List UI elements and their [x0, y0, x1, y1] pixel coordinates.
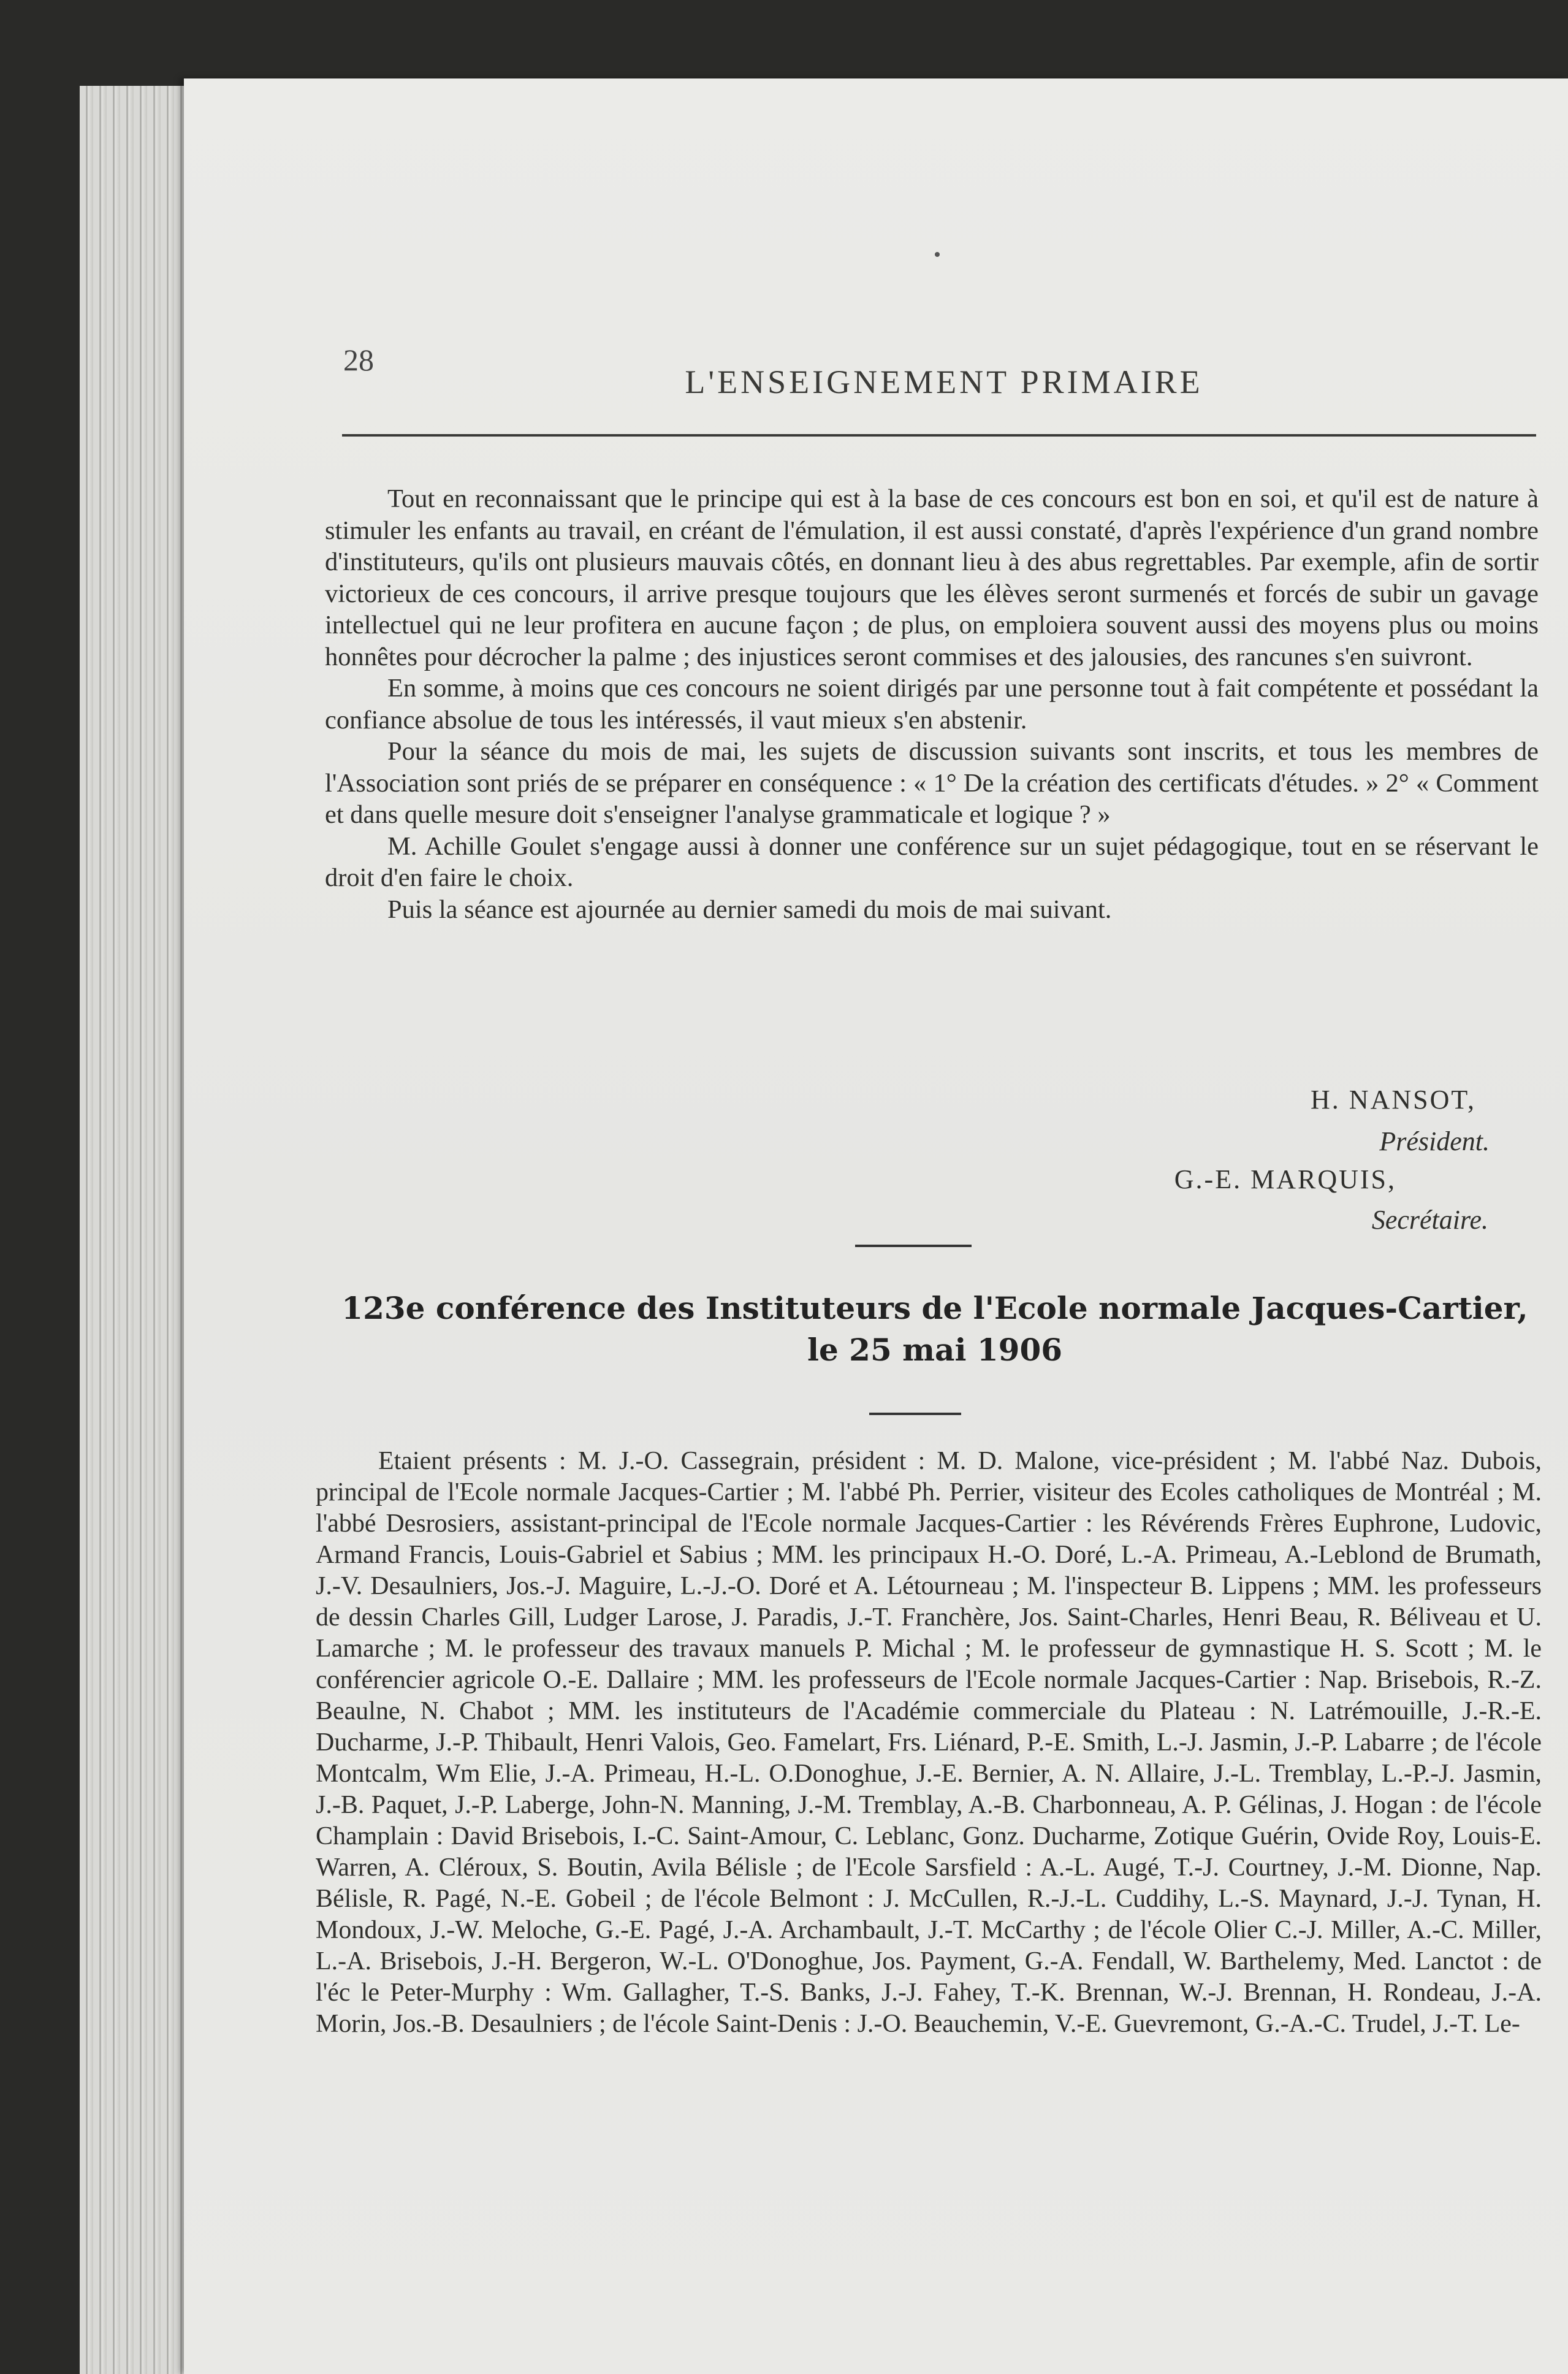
- header-rule: [342, 434, 1536, 437]
- minutes-text: [325, 483, 1539, 925]
- secretary-name: G.-E. MARQUIS,: [1174, 1164, 1396, 1194]
- paragraph: Puis la séance est ajournée au dernier samedi du mois de mai suivant.: [387, 895, 1112, 924]
- heading-divider: [869, 1413, 961, 1415]
- paragraph: M. Achille Goulet s'engage aussi à donner une conférence sur un sujet pédagogique, tout en se réservant le droit d'en faire le choix.: [325, 831, 1539, 892]
- paragraph: En somme, à moins que ces concours ne soient dirigés par une personne tout à fait compétente et possédant la confiance absolue de tous les intéressés, il vaut mieux s'en abstenir.: [325, 674, 1539, 735]
- page-number: 28: [343, 343, 374, 377]
- ink-speck: [935, 252, 940, 257]
- section-divider: [855, 1245, 972, 1247]
- president-name: H. NANSOT,: [1311, 1085, 1476, 1115]
- conference-heading: [325, 1288, 1545, 1371]
- president-title: Président.: [1379, 1126, 1490, 1156]
- book-page: [184, 78, 1568, 2374]
- book-page-edges: [80, 86, 196, 2374]
- paragraph: Tout en reconnaissant que le principe qui est à la base de ces concours est bon en soi, et qu'il est de nature à stimuler les enfants au travail, en créant de l'émulation, il est aussi constaté, d'après l'expérience d'un grand nombre d'instituteurs, qu'ils ont plusieurs mauvais côtés, en donnant lieu à des abus regrettables. Par exemple, afin de sortir victorieux de ces concours, il arrive presque toujours que les élèves seront surmenés et forcés de subir un gavage intellectuel qui ne leur profitera en aucune façon ; de plus, on emploiera souvent aussi des moyens plus ou moins honnêtes pour décrocher la palme ; des injustices seront commises et des jalousies, des rancunes s'en suivront.: [325, 484, 1539, 671]
- attendance-text: [316, 1446, 1542, 2040]
- page-header: [343, 342, 1545, 410]
- attendance-paragraph: Etaient présents : M. J.-O. Cassegrain, président : M. D. Malone, vice-président ; M. l'abbé Naz. Dubois, principal de l'Ecole normale Jacques-Cartier ; M. l'abbé Ph. Perrier, visiteur des Ecoles catholiques de Montréal ; M. l'abbé Desrosiers, assistant-principal de l'Ecole normale Jacques-Cartier : les Révérends Frères Euphrone, Ludovic, Armand Francis, Louis-Gabriel et Sabius ; MM. les principaux H.-O. Doré, L.-A. Primeau, A.-Leblond de Brumath, J.-V. Desaulniers, Jos.-J. Maguire, L.-J.-O. Doré et A. Létourneau ; M. l'inspecteur B. Lippens ; MM. les professeurs de dessin Charles Gill, Ludger Larose, J. Paradis, J.-T. Franchère, Jos. Saint-Charles, Henri Beau, R. Béliveau et U. Lamarche ; M. le professeur des travaux manuels P. Michal ; M. le professeur de gymnastique H. S. Scott ; M. le conférencier agricole O.-E. Dallaire ; MM. les professeurs de l'Ecole normale Jacques-Cartier : Nap. Brisebois, R.-Z. Beaulne, N. Chabot ; MM. les instituteurs de l'Académie commerciale du Plateau : N. Latrémouille, J.-R.-E. Ducharme, J.-P. Thibault, Henri Valois, Geo. Famelart, Frs. Liénard, P.-E. Smith, L.-J. Jasmin, J.-P. Labarre ; de l'école Montcalm, Wm Elie, J.-A. Primeau, H.-L. O.Donoghue, J.-E. Bernier, A. N. Allaire, J.-L. Tremblay, L.-P.-J. Jasmin, J.-B. Paquet, J.-P. Laberge, John-N. Manning, J.-M. Tremblay, A.-B. Charbonneau, A. P. Gélinas, J. Hogan : de l'école Champlain : David Brisebois, I.-C. Saint-Amour, C. Leblanc, Gonz. Ducharme, Zotique Guérin, Ovide Roy, Louis-E. Warren, A. Cléroux, S. Boutin, Avila Bélisle ; de l'Ecole Sarsfield : A.-L. Augé, T.-J. Courtney, J.-M. Dionne, Nap. Bélisle, R. Pagé, N.-E. Gobeil ; de l'école Belmont : J. McCullen, R.-J.-L. Cuddihy, L.-S. Maynard, J.-J. Tynan, H. Mondoux, J.-W. Meloche, G.-E. Pagé, J.-A. Archambault, J.-T. McCarthy ; de l'école Olier C.-J. Miller, A.-C. Miller, L.-A. Brisebois, J.-H. Bergeron, W.-L. O'Donoghue, Jos. Payment, G.-A. Fendall, W. Barthelemy, Med. Lanctot : de l'éc le Peter-Murphy : Wm. Gallagher, T.-S. Banks, J.-J. Fahey, T.-K. Brennan, W.-J. Brennan, H. Rondeau, J.-A. Morin, Jos.-B. Desaulniers ; de l'école Saint-Denis : J.-O. Beauchemin, V.-E. Guevremont, G.-A.-C. Trudel, J.-T. Le-: [316, 1447, 1542, 2038]
- running-title: L'ENSEIGNEMENT PRIMAIRE: [685, 364, 1203, 400]
- paragraph: Pour la séance du mois de mai, les sujets de discussion suivants sont inscrits, et tous les membres de l'Association sont priés de se préparer en conséquence : « 1° De la création des certificats d'études. » 2° « Comment et dans quelle mesure doit s'enseigner l'analyse grammaticale et logique ? »: [325, 737, 1539, 829]
- heading-line-2: le 25 mai 1906: [807, 1332, 1063, 1368]
- heading-line-1: 123e conférence des Instituteurs de l'Ecole normale Jacques-Cartier,: [341, 1290, 1528, 1326]
- secretary-title: Secrétaire.: [1371, 1205, 1488, 1235]
